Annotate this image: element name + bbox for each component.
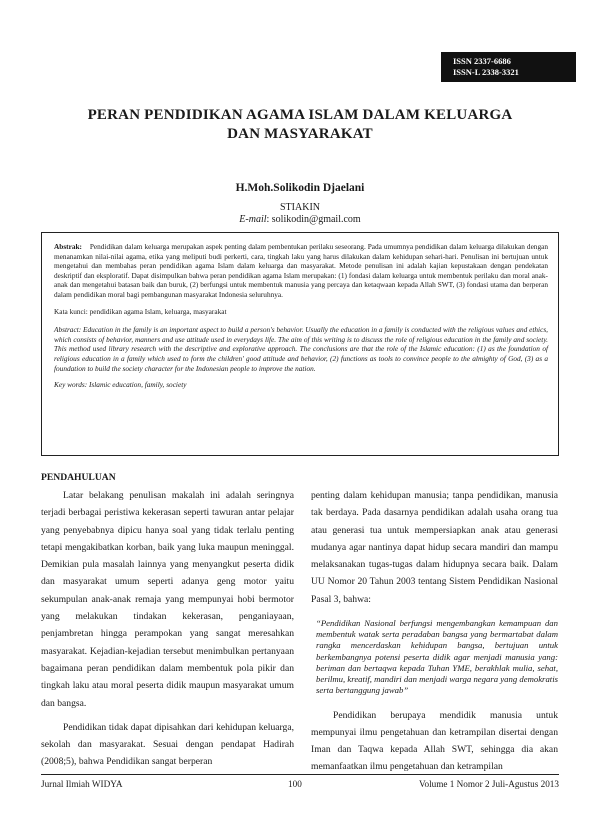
right-column <box>311 487 558 776</box>
keywords-indonesian: Kata kunci: pendidikan agama Islam, keluarga, masyarakat <box>54 306 227 316</box>
issn-print: ISSN 2337-6686 <box>453 56 511 66</box>
paper-title-line-2: DAN MASYARAKAT <box>227 126 373 142</box>
paper-title <box>40 106 560 144</box>
footer-volume-info: Volume 1 Nomor 2 Juli-Agustus 2013 <box>419 779 559 789</box>
author-block <box>100 181 500 226</box>
body-paragraph: Latar belakang penulisan makalah ini adalah seringnya terjadi berbagai peristiwa kekerasan seperti tawuran antar pelajar yang penyebabnya dipicu hanya soal yang tidak terlalu penting tetapi mengakibatkan korban, baik yang luka maupun meninggal. Demikian pula masalah lainnya yang menyangkut peserta didik dan masyarakat umum seperti adanya geng motor yaitu sekumpulan anak-anak remaja yang mempunyai hobi bermotor yang melakukan tindakan kekerasan, penganiayaan, penjambretan hingga perampokan yang sangat meresahkan masyarakat. Kejadian-kejadian tersebut menimbulkan pertanyaan bagaimana peran pendidikan dalam membentuk pola pikir dan tingkah laku atau moral peserta didik maupun masyarakat umum dan bangsa. <box>41 490 294 709</box>
footer-divider <box>41 774 559 775</box>
footer-journal-name: Jurnal Ilmiah WIDYA <box>41 779 123 789</box>
author-affiliation: STIAKIN <box>280 202 320 213</box>
abstract-heading: Abstrak: <box>54 242 82 251</box>
abstract-english: Abstract: Education in the family is an important aspect to build a person's behavior. Usually the education in a family is conducted with the religious values and ethics, which consists of behavior, manners and use attitude used in everydays life. The aim of this writing is to discuss the role of religious education in the family and society. This method used library research with the descriptive and explorative approach. The conclusions are that the role of the Islamic education: (1) as the foundation of religious education in a family which used to form the children' good attitude and behavior, (2) functions as tools to convince people to the almighty of God, (3) as a foundation to build the society character for the Indonesian people to improve the nation. <box>54 325 548 373</box>
email-value: : solikodin@gmail.com <box>266 214 361 225</box>
abstract-indonesian-text: Pendidikan dalam keluarga merupakan aspek penting dalam pembentukan perilaku seseorang. Pada umumnya pendidikan dalam keluarga dilakukan dengan menanamkan nilai-nilai agama, etika yang meliputi budi perkerti, cara, tingkah laku yang harus dilakukan dalam kehidupan sehari-hari. Penulisan ini bertujuan untuk mengetahui dan membahas peran pendidikan agama Islam dalam keluarga dan masyarakat. Metode penulisan ini adalah kajian kepustakaan dengan pendekatan deskriptif dan eksploratif. Dapat disimpulkan bahwa peran pendidikan agama Islam merupakan: (1) fondasi dalam keluarga untuk membentuk perilaku dan moral anak-anak dan mengetahui batasan baik dan buruk, (2) berfungsi untuk membentuk manusia yang percaya dan ketaqwaan kepada Allah SWT, (3) fondasi utama dan berperan dalam pendidikan moral bagi pembangunan masyarakat Indonesia seluruhnya. <box>54 242 548 299</box>
section-heading: PENDAHULUAN <box>41 472 116 483</box>
issn-badge <box>441 52 576 82</box>
abstract-indonesian <box>54 242 548 300</box>
paper-title-line-1: PERAN PENDIDIKAN AGAMA ISLAM DALAM KELUARGA <box>87 107 513 123</box>
body-paragraph: penting dalam kehidupan manusia; tanpa pendidikan, manusia tak berdaya. Pada dasarnya pendidikan adalah usaha orang tua atau generasi tua untuk mempersiapkan anak atau generasi mudanya agar nantinya dapat hidup secara mandiri dan mampu melaksanakan tugas-tugas dalam hidupnya secara baik. Dalam UU Nomor 20 Tahun 2003 tentang Sistem Pendidikan Nasional Pasal 3, bahwa: <box>311 490 558 605</box>
left-column <box>41 469 294 771</box>
body-paragraph: Pendidikan berupaya mendidik manusia untuk mempunyai ilmu pengetahuan dan ketrampilan disertai dengan Iman dan Taqwa kepada Allah SWT, sehingga dia akan memanfaatkan ilmu pengetahuan dan ketrampilan <box>311 709 558 773</box>
author-name: H.Moh.Solikodin Djaelani <box>235 182 365 194</box>
body-paragraph: Pendidikan tidak dapat dipisahkan dari kehidupan keluarga, sekolah dan masyarakat. Sesuai dengan pendapat Hadirah (2008;5), bahwa Pendidikan sangat berperan <box>41 721 294 768</box>
abstract-box <box>41 232 559 456</box>
keywords-english: Key words: Islamic education, family, society <box>54 380 187 390</box>
email-label: E-mail <box>239 214 267 225</box>
author-email <box>100 214 500 226</box>
issn-linking: ISSN-L 2338-3321 <box>453 67 519 77</box>
footer-page-number: 100 <box>288 779 302 789</box>
law-quote: “Pendidikan Nasional berfungsi mengembangkan kemampuan dan membentuk watak serta peradaban bangsa yang bermartabat dalam rangka mencerdaskan kehidupan bangsa, bertujuan untuk berkembangnya potensi peserta didik agar menjadi manusia yang: beriman dan bertaqwa kepada Tuhan YME, berakhlak mulia, sehat, berilmu, kreatif, mandiri dan menjadi warga negara yang demokratis serta bertanggung jawab” <box>316 618 558 696</box>
